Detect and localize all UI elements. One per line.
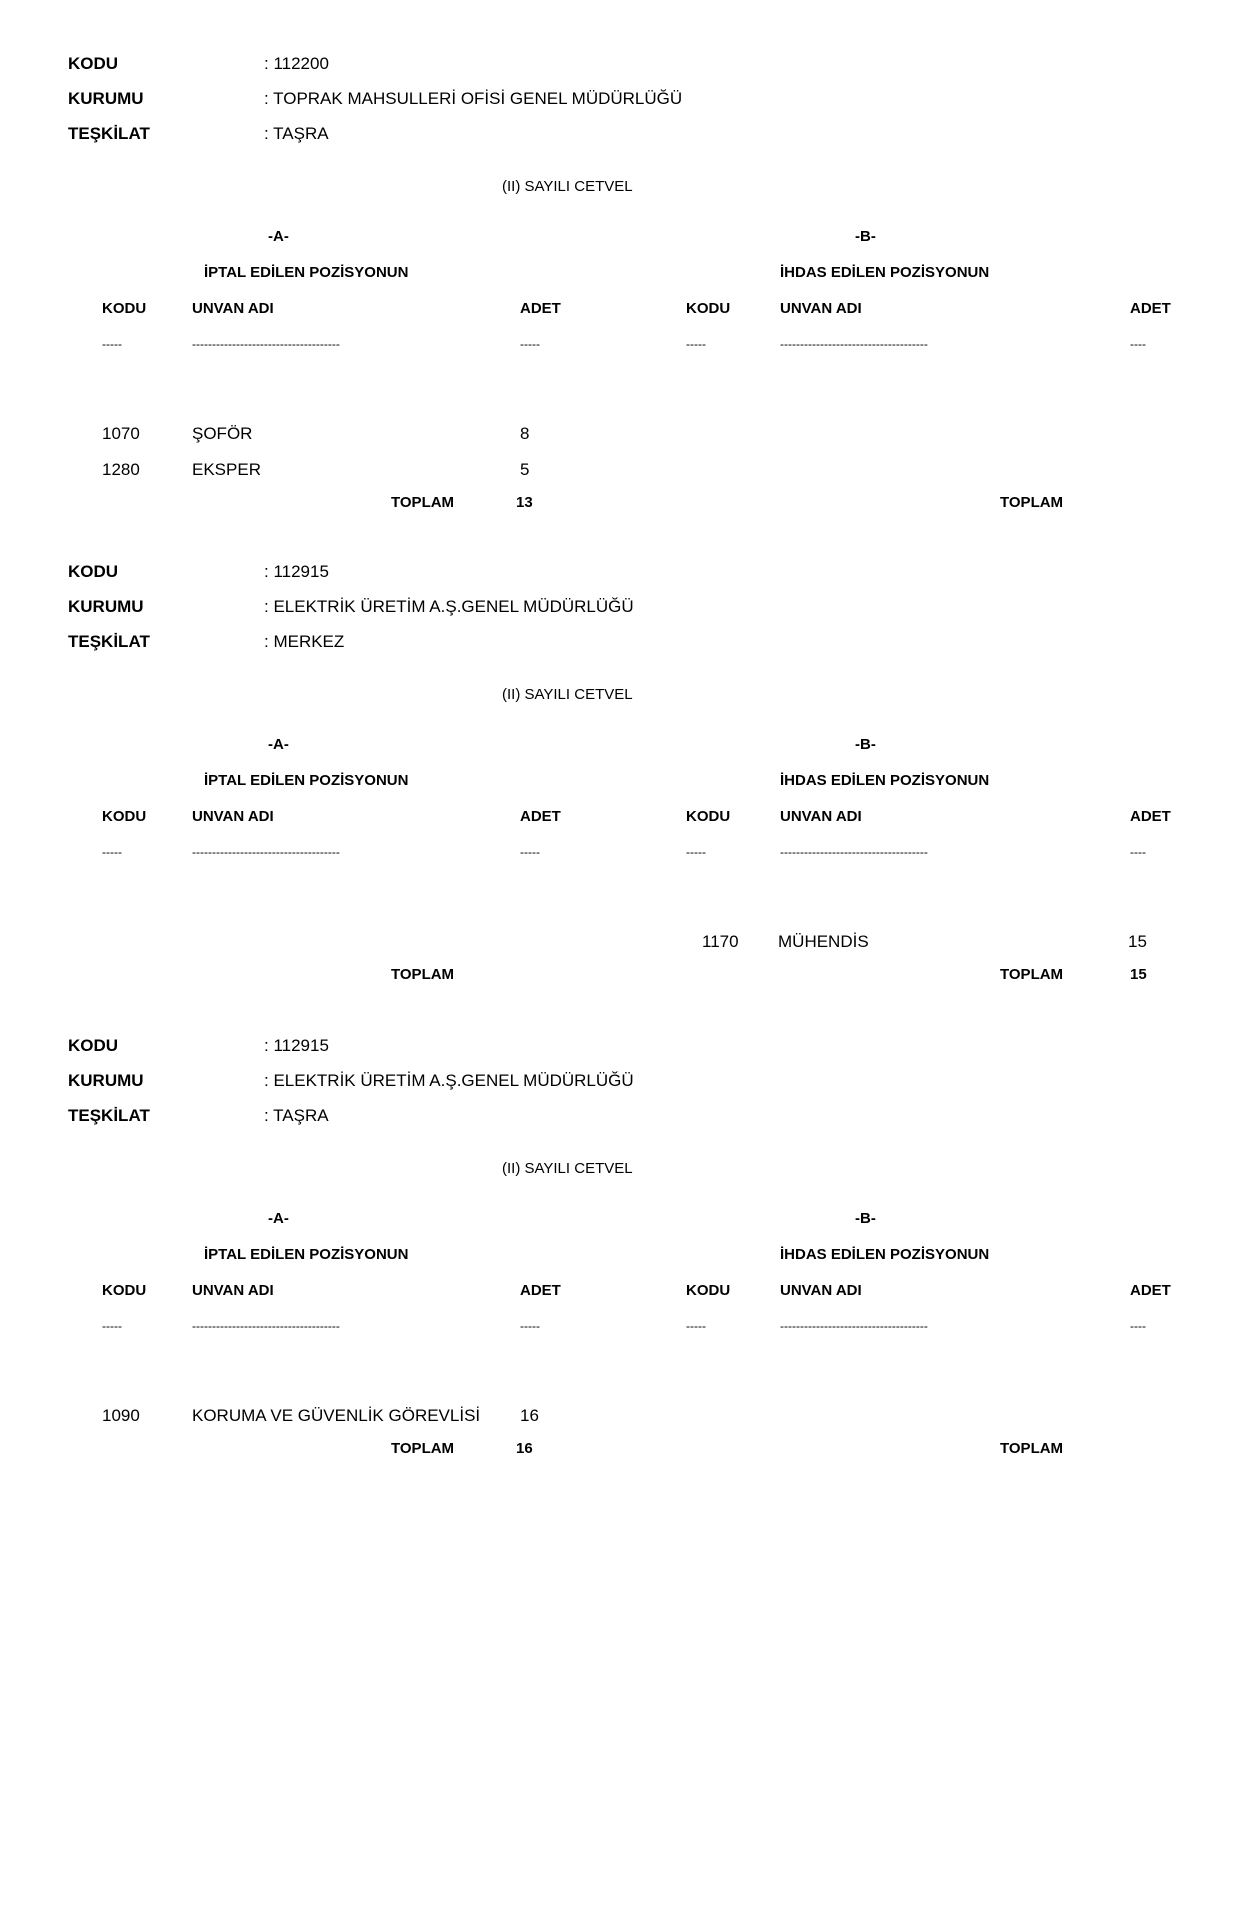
teskilat-value: : MERKEZ	[264, 632, 345, 651]
separator-unvan-a: -------------------------------------	[192, 845, 340, 859]
a-row-adet: 8	[520, 424, 530, 443]
toplam-a-label: TOPLAM	[391, 966, 455, 983]
separator-kodu-a: -----	[102, 1319, 122, 1333]
col-adet-b: ADET	[1130, 300, 1171, 317]
a-row-unvan: EKSPER	[192, 460, 261, 479]
kurumu-label: KURUMU	[68, 1071, 144, 1090]
separator-kodu-b: -----	[686, 1319, 706, 1333]
separator-kodu-a: -----	[102, 337, 122, 351]
separator-adet-b: ----	[1130, 845, 1146, 859]
teskilat-label: TEŞKİLAT	[68, 1106, 150, 1125]
col-unvan-a: UNVAN ADI	[192, 808, 274, 825]
kodu-value: : 112915	[264, 562, 329, 581]
col-kodu-a: KODU	[102, 808, 147, 825]
record-block	[0, 556, 1252, 996]
col-kodu-a: KODU	[102, 1282, 147, 1299]
ihdas-heading: İHDAS EDİLEN POZİSYONUN	[780, 1246, 990, 1263]
kurumu-value: : ELEKTRİK ÜRETİM A.Ş.GENEL MÜDÜRLÜĞÜ	[264, 1071, 634, 1090]
toplam-a-value: 16	[516, 1440, 533, 1457]
cetvel-title: (II) SAYILI CETVEL	[502, 686, 633, 703]
separator-unvan-a: -------------------------------------	[192, 1319, 340, 1333]
kodu-value: : 112200	[264, 54, 329, 73]
kodu-label: KODU	[68, 1036, 119, 1055]
section-b-heading: -B-	[855, 1210, 876, 1227]
kurumu-label: KURUMU	[68, 597, 144, 616]
record-block	[0, 48, 1252, 511]
kodu-label: KODU	[68, 562, 119, 581]
cetvel-title: (II) SAYILI CETVEL	[502, 1160, 633, 1177]
toplam-b-value: 15	[1130, 966, 1147, 983]
col-adet-b: ADET	[1130, 808, 1171, 825]
section-b-heading: -B-	[855, 228, 876, 245]
kurumu-label: KURUMU	[68, 89, 144, 108]
col-kodu-a: KODU	[102, 300, 147, 317]
separator-kodu-a: -----	[102, 845, 122, 859]
teskilat-label: TEŞKİLAT	[68, 124, 150, 143]
teskilat-value: : TAŞRA	[264, 1106, 329, 1125]
section-a-heading: -A-	[268, 736, 289, 753]
col-adet-a: ADET	[520, 808, 561, 825]
toplam-a-value: 13	[516, 494, 533, 511]
a-row-kodu: 1070	[102, 424, 140, 443]
ihdas-heading: İHDAS EDİLEN POZİSYONUN	[780, 772, 990, 789]
separator-adet-a: -----	[520, 337, 540, 351]
kodu-label: KODU	[68, 54, 119, 73]
toplam-a-label: TOPLAM	[391, 494, 455, 511]
record-block	[0, 1030, 1252, 1470]
col-unvan-a: UNVAN ADI	[192, 300, 274, 317]
kurumu-value: : ELEKTRİK ÜRETİM A.Ş.GENEL MÜDÜRLÜĞÜ	[264, 597, 634, 616]
separator-adet-b: ----	[1130, 337, 1146, 351]
separator-adet-a: -----	[520, 845, 540, 859]
a-row-adet: 5	[520, 460, 530, 479]
a-row-adet: 16	[520, 1406, 539, 1425]
col-kodu-b: KODU	[686, 300, 731, 317]
section-a-heading: -A-	[268, 1210, 289, 1227]
a-row-kodu: 1280	[102, 460, 140, 479]
col-adet-a: ADET	[520, 300, 561, 317]
col-unvan-a: UNVAN ADI	[192, 1282, 274, 1299]
b-row-adet: 15	[1128, 932, 1147, 951]
toplam-b-label: TOPLAM	[1000, 494, 1064, 511]
b-row-kodu: 1170	[702, 932, 739, 951]
separator-adet-a: -----	[520, 1319, 540, 1333]
col-unvan-b: UNVAN ADI	[780, 1282, 862, 1299]
separator-unvan-b: -------------------------------------	[780, 1319, 928, 1333]
section-a-heading: -A-	[268, 228, 289, 245]
toplam-b-label: TOPLAM	[1000, 1440, 1064, 1457]
separator-kodu-b: -----	[686, 845, 706, 859]
col-unvan-b: UNVAN ADI	[780, 808, 862, 825]
kodu-value: : 112915	[264, 1036, 329, 1055]
col-kodu-b: KODU	[686, 808, 731, 825]
a-row-unvan: KORUMA VE GÜVENLİK GÖREVLİSİ	[192, 1406, 481, 1425]
teskilat-value: : TAŞRA	[264, 124, 329, 143]
separator-adet-b: ----	[1130, 1319, 1146, 1333]
toplam-a-label: TOPLAM	[391, 1440, 455, 1457]
a-row-unvan: ŞOFÖR	[192, 424, 253, 443]
separator-unvan-b: -------------------------------------	[780, 337, 928, 351]
separator-kodu-b: -----	[686, 337, 706, 351]
b-row-unvan: MÜHENDİS	[778, 932, 869, 951]
col-unvan-b: UNVAN ADI	[780, 300, 862, 317]
iptal-heading: İPTAL EDİLEN POZİSYONUN	[204, 1246, 409, 1263]
separator-unvan-b: -------------------------------------	[780, 845, 928, 859]
col-kodu-b: KODU	[686, 1282, 731, 1299]
toplam-b-label: TOPLAM	[1000, 966, 1064, 983]
iptal-heading: İPTAL EDİLEN POZİSYONUN	[204, 264, 409, 281]
a-row-kodu: 1090	[102, 1406, 140, 1425]
ihdas-heading: İHDAS EDİLEN POZİSYONUN	[780, 264, 990, 281]
separator-unvan-a: -------------------------------------	[192, 337, 340, 351]
cetvel-title: (II) SAYILI CETVEL	[502, 178, 633, 195]
iptal-heading: İPTAL EDİLEN POZİSYONUN	[204, 772, 409, 789]
col-adet-b: ADET	[1130, 1282, 1171, 1299]
kurumu-value: : TOPRAK MAHSULLERİ OFİSİ GENEL MÜDÜRLÜĞÜ	[264, 89, 683, 108]
section-b-heading: -B-	[855, 736, 876, 753]
col-adet-a: ADET	[520, 1282, 561, 1299]
teskilat-label: TEŞKİLAT	[68, 632, 150, 651]
